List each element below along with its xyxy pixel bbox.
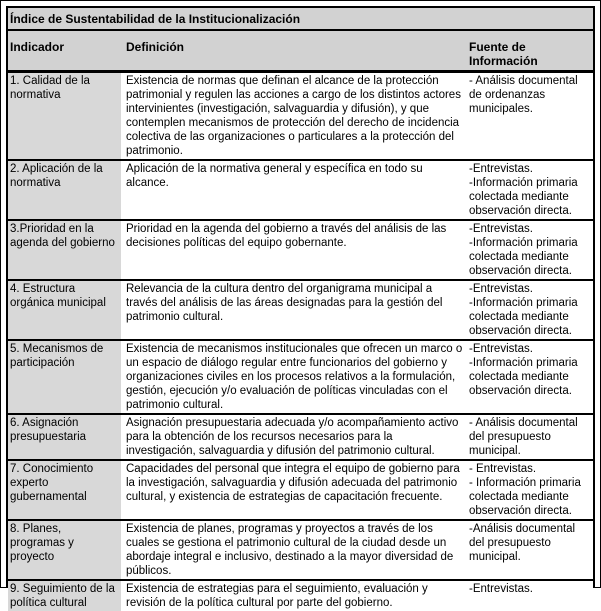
- source-cell: [467, 281, 593, 339]
- source-line: -Información primaria colectada mediante observación directa.: [469, 297, 578, 337]
- source-line: - Información primaria colectada mediante observación directa.: [469, 477, 581, 517]
- source-line: -Entrevistas.: [469, 283, 533, 295]
- table-row: [8, 73, 593, 161]
- source-line: -Información primaria colectada mediante observación directa.: [469, 357, 578, 397]
- column-header-source: Fuente de Información: [469, 40, 538, 68]
- definition-cell: Existencia de normas que definan el alcance de la protección patrimonial y regulen las acciones a cargo de los distintos actores intervinientes (investigación, salvaguardia y difusión), y que contemplen mecanismos de protección del derecho de incidencia colectiva de las organizaciones o particulares a la protección del patrimonio.: [121, 73, 467, 159]
- indicator-cell: 3.Prioridad en la agenda del gobierno: [8, 221, 121, 279]
- definition-cell: Existencia de estrategias para el seguimiento, evaluación y revisión de la política cultural por parte del gobierno.: [121, 581, 467, 611]
- sustainability-index-table: [6, 6, 595, 609]
- table-row: [8, 581, 593, 611]
- definition-cell: Relevancia de la cultura dentro del organigrama municipal a través del análisis de las áreas designadas para la gestión del patrimonio cultural.: [121, 281, 467, 339]
- source-cell: [467, 461, 593, 519]
- table-header-row: [8, 31, 593, 73]
- definition-cell: Existencia de mecanismos institucionales que ofrecen un marco o un espacio de diálogo regular entre funcionarios del gobierno y organizaciones civiles en los procesos relativos a la formulación, gestión, ejecución y/o evaluación de políticas vinculadas con el patrimonio cultural.: [121, 341, 467, 413]
- indicator-cell: 5. Mecanismos de participación: [8, 341, 121, 413]
- indicator-cell: 2. Aplicación de la normativa: [8, 161, 121, 219]
- table-row: [8, 341, 593, 415]
- table-title: Índice de Sustentabilidad de la Institucionalización: [8, 8, 593, 31]
- source-line: - Análisis documental de ordenanzas municipales.: [469, 75, 578, 115]
- indicator-cell: 6. Asignación presupuestaria: [8, 415, 121, 459]
- table-body: [8, 73, 593, 611]
- source-cell: [467, 161, 593, 219]
- source-cell: [467, 73, 593, 159]
- table-row: [8, 281, 593, 341]
- table-row: [8, 221, 593, 281]
- column-header-indicator: Indicador: [10, 40, 65, 54]
- indicator-cell: 9. Seguimiento de la política cultural: [8, 581, 121, 611]
- source-cell: [467, 521, 593, 579]
- source-line: -Información primaria colectada mediante observación directa.: [469, 237, 578, 277]
- source-line: -Entrevistas.: [469, 223, 533, 235]
- source-cell: [467, 415, 593, 459]
- table-row: [8, 521, 593, 581]
- table-row: [8, 161, 593, 221]
- source-line: -Análisis documental del presupuesto municipal.: [469, 523, 576, 563]
- source-cell: [467, 341, 593, 413]
- table-row: [8, 415, 593, 461]
- indicator-cell: 4. Estructura orgánica municipal: [8, 281, 121, 339]
- definition-cell: Asignación presupuestaria adecuada y/o acompañamiento activo para la obtención de los recursos necesarios para la investigación, salvaguardia y difusión del patrimonio cultural.: [121, 415, 467, 459]
- source-line: - Análisis documental del presupuesto municipal.: [469, 417, 578, 457]
- source-line: -Entrevistas.: [469, 343, 533, 355]
- source-cell: [467, 221, 593, 279]
- definition-cell: Existencia de planes, programas y proyectos a través de los cuales se gestiona el patrimonio cultural de la ciudad desde un abordaje integral e inclusivo, destinado a la mayor diversidad de públicos.: [121, 521, 467, 579]
- indicator-cell: 7. Conocimiento experto gubernamental: [8, 461, 121, 519]
- table-row: [8, 461, 593, 521]
- definition-cell: Prioridad en la agenda del gobierno a través del análisis de las decisiones políticas del equipo gobernante.: [121, 221, 467, 279]
- definition-cell: Aplicación de la normativa general y específica en todo su alcance.: [121, 161, 467, 219]
- column-header-definition: Definición: [126, 40, 185, 54]
- source-cell: [467, 581, 593, 611]
- source-line: - Entrevistas.: [469, 463, 537, 475]
- definition-cell: Capacidades del personal que integra el equipo de gobierno para la investigación, salvaguardia y difusión adecuada del patrimonio cultural, y existencia de estrategias de capacitación frecuente.: [121, 461, 467, 519]
- indicator-cell: 1. Calidad de la normativa: [8, 73, 121, 159]
- indicator-cell: 8. Planes, programas y proyecto: [8, 521, 121, 579]
- source-line: -Entrevistas.: [469, 583, 533, 595]
- source-line: -Información primaria colectada mediante observación directa.: [469, 177, 578, 217]
- source-line: -Entrevistas.: [469, 163, 533, 175]
